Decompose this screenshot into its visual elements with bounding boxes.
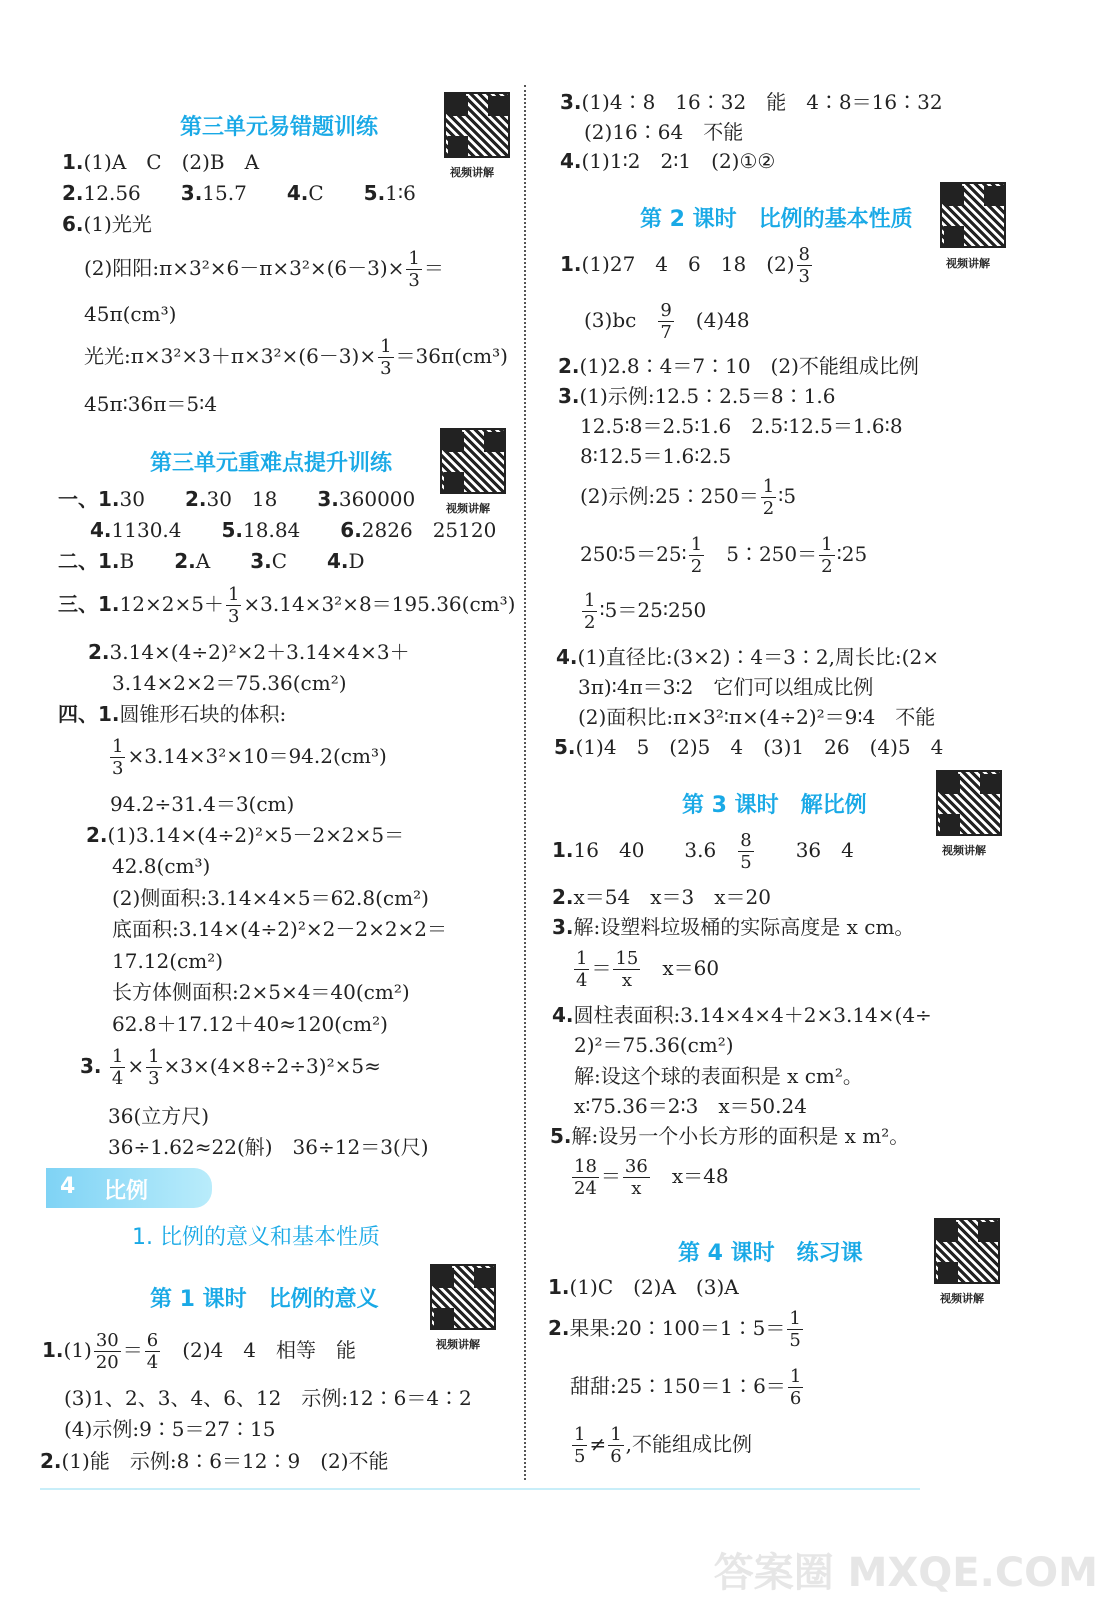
fraction: $\frac{1}{6}$: [610, 1424, 622, 1467]
footer-line: [40, 1488, 920, 1490]
watermark: 答案圈 MXQE.COM: [713, 1550, 1098, 1596]
answer-line: (2)面积比:π×3²∶π×(4÷2)²＝9∶4 不能: [578, 705, 936, 729]
answer-line: 42.8(cm³): [112, 854, 211, 878]
answer-line: $\frac{1}{4}$ ＝ $\frac{15}{x}$ x＝60: [576, 948, 720, 991]
fraction: $\frac{9}{7}$: [660, 300, 672, 343]
fraction: $\frac{15}{x}$: [615, 948, 639, 991]
answer-line: 2.x＝54 x＝3 x＝20: [552, 885, 771, 909]
fraction: $\frac{1}{2}$: [584, 590, 596, 633]
section-title-unit3-key: 第三单元重难点提升训练: [150, 451, 393, 476]
qr-caption: 视频讲解: [436, 1338, 480, 1351]
answer-line: 45π(cm³): [84, 302, 177, 326]
answer-line: 5.(1)4 5 (2)5 4 (3)1 26 (4)5 4: [554, 735, 944, 759]
fraction: $\frac{1}{2}$: [690, 534, 703, 577]
answer-line: $\frac{18}{24}$ ＝ $\frac{36}{x}$ x＝48: [574, 1156, 729, 1199]
answer-line: (4)示例:9∶5＝27∶15: [64, 1417, 276, 1441]
lesson-title-2: 第 2 课时 比例的基本性质: [640, 207, 913, 232]
fraction: $\frac{1}{2}$: [821, 534, 833, 577]
qr-caption: 视频讲解: [446, 502, 490, 515]
fraction: $\frac{1}{3}$: [408, 248, 420, 291]
fraction: $\frac{8}{3}$: [798, 244, 810, 287]
answer-line: 4.1130.4 5.18.84 6.2826 25120: [90, 518, 497, 542]
answer-line: 三、1.12×2×5＋ $\frac{1}{3}$ ×3.14×3²×8＝195.36(cm³): [58, 584, 516, 627]
answer-line: (3)1、2、3、4、6、12 示例:12∶6＝4∶2: [64, 1386, 472, 1410]
answer-line: (2)侧面积:3.14×4×5＝62.8(cm²): [112, 886, 429, 910]
answer-line: 一、1.30 2.30 18 3.360000: [58, 487, 416, 511]
answer-line: 2.3.14×(4÷2)²×2＋3.14×4×3＋: [88, 640, 410, 664]
answer-line: 4.圆柱表面积:3.14×4×4＋2×3.14×(4÷: [552, 1003, 932, 1027]
answer-line: 2.12.56 3.15.7 4.C 5.1∶6: [62, 181, 416, 205]
column-divider: [524, 85, 526, 1480]
answer-line: 1.(1)C (2)A (3)A: [548, 1275, 739, 1299]
answer-line: 3. $\frac{1}{4}$ × $\frac{1}{3}$ ×3×(4×8÷2÷3)²×5≈: [80, 1046, 381, 1089]
answer-line: (3)bc $\frac{9}{7}$ (4)48: [584, 300, 750, 343]
answer-line: (2)16∶64 不能: [584, 120, 744, 144]
answer-line: $\frac{1}{2}$ ∶5＝25∶250: [584, 590, 707, 633]
answer-line: 二、1.B 2.A 3.C 4.D: [58, 549, 365, 573]
qr-caption: 视频讲解: [946, 257, 990, 270]
answer-line: 2.(1)3.14×(4÷2)²×5－2×2×5＝: [86, 823, 405, 847]
qr-code-icon[interactable]: [440, 428, 506, 494]
answer-line: 1.(1)27 4 6 18 (2) $\frac{8}{3}$: [560, 244, 810, 287]
answer-line: 250∶5＝25∶ $\frac{1}{2}$ 5∶250＝ $\frac{1}{2}$ ∶25: [580, 534, 868, 577]
qr-code-icon[interactable]: [936, 770, 1002, 836]
qr-code-icon[interactable]: [444, 92, 510, 158]
fraction: $\frac{1}{6}$: [789, 1366, 802, 1409]
qr-caption: 视频讲解: [942, 844, 986, 857]
fraction: $\frac{1}{3}$: [112, 736, 124, 779]
qr-caption: 视频讲解: [450, 166, 494, 179]
answer-line: (2)阳阳:π×3²×6－π×3²×(6－3)× $\frac{1}{3}$ ＝: [84, 248, 444, 291]
answer-line: 5.解:设另一个小长方形的面积是 x m²。: [550, 1124, 910, 1148]
fraction: $\frac{1}{4}$: [111, 1046, 124, 1089]
answer-line: $\frac{1}{5}$ ≠ $\frac{1}{6}$ ,不能组成比例: [574, 1424, 753, 1467]
answer-line: 3.(1)示例:12.5∶2.5＝8∶1.6: [558, 384, 836, 408]
answer-line: 3π)∶4π＝3∶2 它们可以组成比例: [578, 675, 874, 699]
answer-line: 2.果果:20∶100＝1∶5＝ $\frac{1}{5}$: [548, 1308, 801, 1351]
fraction: $\frac{1}{3}$: [148, 1046, 160, 1089]
answer-line: 2.(1)能 示例:8∶6＝12∶9 (2)不能: [40, 1449, 389, 1473]
fraction: $\frac{36}{x}$: [624, 1156, 648, 1199]
answer-line: 62.8＋17.12＋40≈120(cm²): [112, 1012, 388, 1036]
fraction: $\frac{18}{24}$: [574, 1156, 597, 1199]
fraction: $\frac{30}{20}$: [95, 1330, 119, 1373]
answer-line: 12.5∶8＝2.5∶1.6 2.5∶12.5＝1.6∶8: [580, 414, 903, 438]
fraction: $\frac{1}{4}$: [576, 948, 588, 991]
chapter-banner: [46, 1168, 212, 1208]
answer-line: $\frac{1}{3}$ ×3.14×3²×10＝94.2(cm³): [112, 736, 387, 779]
answer-line: 1.(1)A C (2)B A: [62, 150, 260, 174]
answer-line: 解:设这个球的表面积是 x cm²。: [574, 1064, 863, 1088]
answer-line: 94.2÷31.4＝3(cm): [110, 792, 295, 816]
qr-code-icon[interactable]: [430, 1264, 496, 1330]
answer-line: 2)²＝75.36(cm²): [574, 1033, 734, 1057]
answer-line: x∶75.36＝2∶3 x＝50.24: [574, 1094, 807, 1118]
answer-line: 4.(1)1∶2 2∶1 (2)①②: [560, 149, 776, 173]
lesson-title-3: 第 3 课时 解比例: [682, 793, 867, 818]
fraction: $\frac{6}{4}$: [146, 1330, 159, 1373]
answer-line: 4.(1)直径比:(3×2)∶4＝3∶2,周长比:(2×: [556, 645, 939, 669]
chapter-number: 4: [60, 1174, 76, 1199]
answer-line: 1.16 40 3.6 $\frac{8}{5}$ 36 4: [552, 830, 854, 873]
answer-line: 底面积:3.14×(4÷2)²×2－2×2×2＝: [112, 917, 448, 941]
qr-caption: 视频讲解: [940, 1292, 984, 1305]
subsection-title: 1. 比例的意义和基本性质: [132, 1225, 380, 1250]
answer-line: 1.(1) $\frac{30}{20}$ ＝ $\frac{6}{4}$ (2)4 4 相等 能: [42, 1330, 356, 1373]
answer-line: 3.(1)4∶8 16∶32 能 4∶8＝16∶32: [560, 90, 943, 114]
answer-line: 36(立方尺): [108, 1104, 210, 1128]
fraction: $\frac{1}{2}$: [762, 476, 775, 519]
qr-code-icon[interactable]: [934, 1218, 1000, 1284]
fraction: $\frac{8}{5}$: [740, 830, 752, 873]
answer-line: 6.(1)光光: [62, 212, 152, 236]
answer-line: 17.12(cm²): [112, 949, 224, 973]
answer-line: 甜甜:25∶150＝1∶6＝ $\frac{1}{6}$: [570, 1366, 802, 1409]
answer-line: (2)示例:25∶250＝ $\frac{1}{2}$ ∶5: [580, 476, 797, 519]
answer-line: 四、1.圆锥形石块的体积:: [58, 702, 287, 726]
answer-line: 45π∶36π＝5∶4: [84, 392, 218, 416]
answer-line: 8∶12.5＝1.6∶2.5: [580, 444, 732, 468]
fraction: $\frac{1}{3}$: [227, 584, 240, 627]
lesson-title-1: 第 1 课时 比例的意义: [150, 1287, 379, 1312]
lesson-title-4: 第 4 课时 练习课: [678, 1241, 863, 1266]
answer-line: 长方体侧面积:2×5×4＝40(cm²): [112, 980, 410, 1004]
qr-code-icon[interactable]: [940, 182, 1006, 248]
fraction: $\frac{1}{5}$: [789, 1308, 801, 1351]
section-title-unit3-errors: 第三单元易错题训练: [180, 115, 379, 140]
answer-line: 3.解:设塑料垃圾桶的实际高度是 x cm。: [552, 915, 915, 939]
fraction: $\frac{1}{5}$: [574, 1424, 586, 1467]
chapter-title: 比例: [104, 1179, 149, 1204]
answer-line: 2.(1)2.8∶4＝7∶10 (2)不能组成比例: [558, 354, 919, 378]
answer-line: 36÷1.62≈22(斛) 36÷12＝3(尺): [108, 1135, 429, 1159]
answer-line: 光光:π×3²×3＋π×3²×(6－3)× $\frac{1}{3}$ ＝36π(cm³): [84, 336, 508, 379]
fraction: $\frac{1}{3}$: [380, 336, 392, 379]
answer-line: 3.14×2×2＝75.36(cm²): [112, 671, 347, 695]
